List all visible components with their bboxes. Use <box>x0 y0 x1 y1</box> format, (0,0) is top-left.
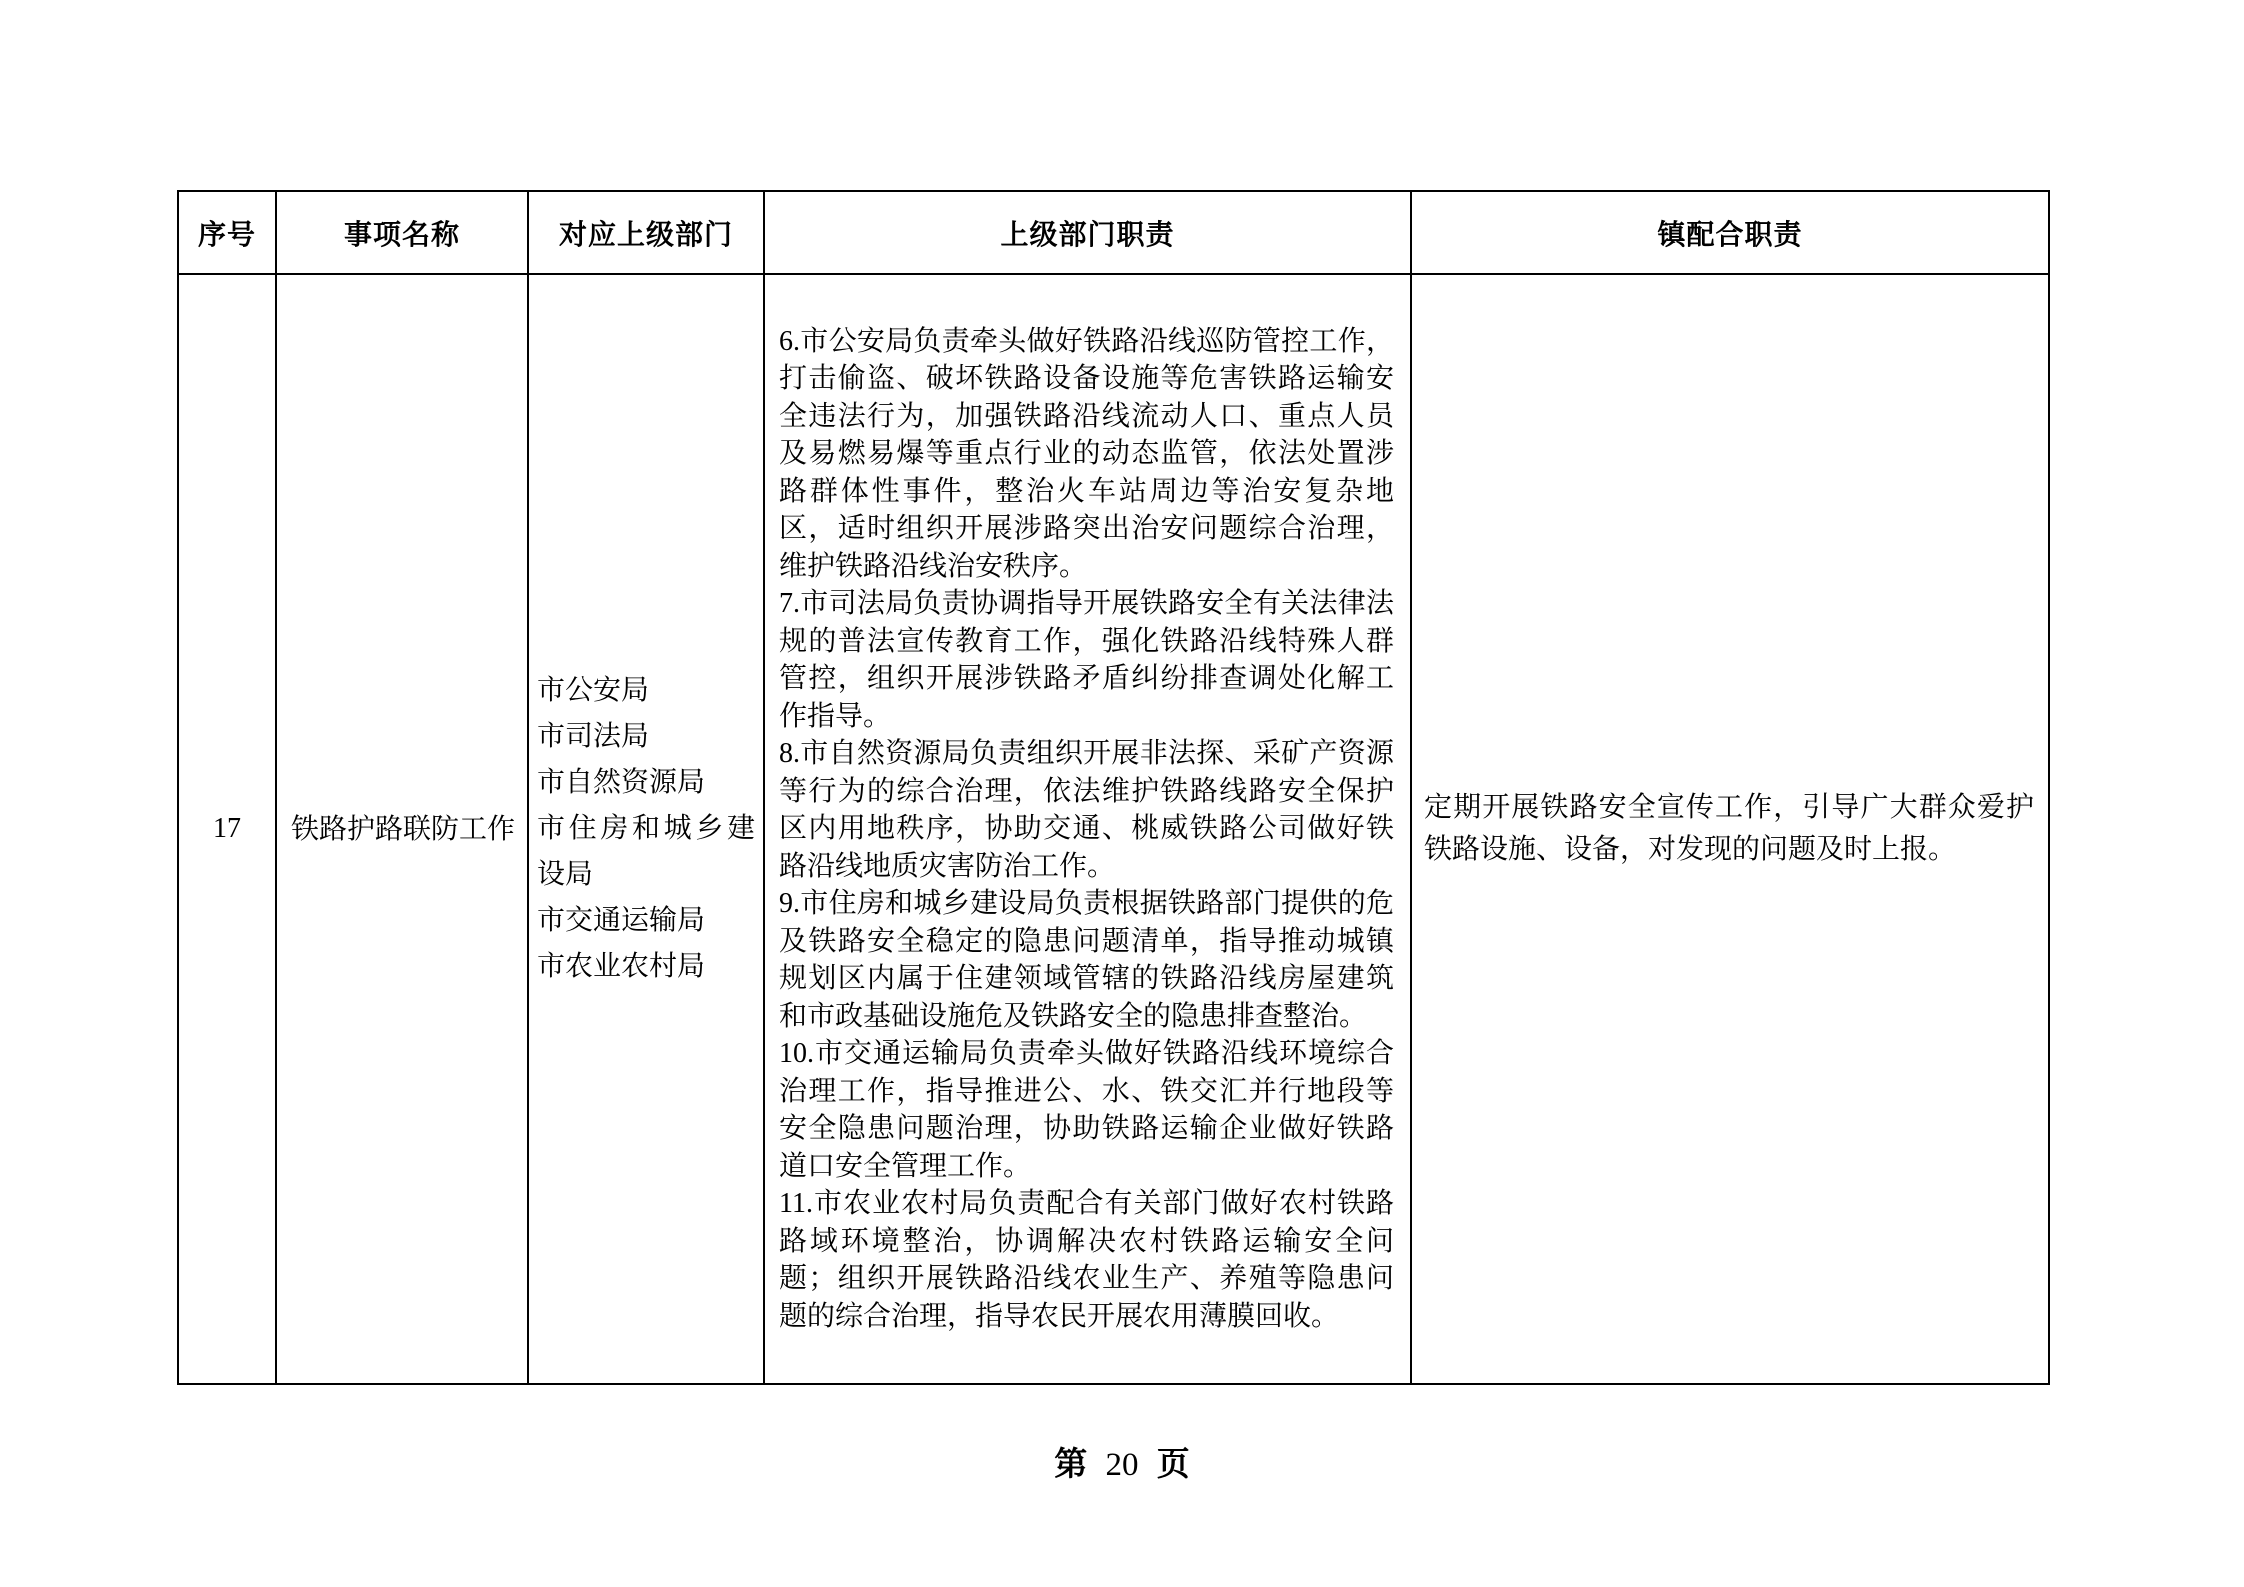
responsibility-table <box>177 190 2050 1385</box>
department-item: 市农业农村局 <box>537 951 706 982</box>
header-superior-duty: 上级部门职责 <box>764 191 1411 274</box>
table-header-row <box>178 191 2049 274</box>
header-superior-dept: 对应上级部门 <box>528 191 764 274</box>
duty-paragraph: 9.市住房和城乡建设局负责根据铁路部门提供的危及铁路安全稳定的隐患问题清单，指导推动城镇规划区内属于住建领域管辖的铁路沿线房屋建筑和市政基础设施危及铁路安全的隐患排查整治。 <box>779 888 1394 1032</box>
header-seq: 序号 <box>178 191 276 274</box>
row-item-name: 铁路护路联防工作 <box>276 274 528 1384</box>
page-footer <box>0 1438 2244 1485</box>
duty-paragraph: 6.市公安局负责牵头做好铁路沿线巡防管控工作，打击偷盗、破坏铁路设备设施等危害铁路运输安全违法行为，加强铁路沿线流动人口、重点人员及易燃易爆等重点行业的动态监管，依法处置涉路群体性事件，整治火车站周边等治安复杂地区，适时组织开展涉路突出治安问题综合治理，维护铁路沿线治安秩序。 <box>779 325 1394 582</box>
row-superior-duties <box>764 274 1411 1384</box>
footer-page-number: 20 <box>1105 1447 1139 1483</box>
header-item-name: 事项名称 <box>276 191 528 274</box>
row-town-duty: 定期开展铁路安全宣传工作，引导广大群众爱护铁路设施、设备，对发现的问题及时上报。 <box>1411 274 2049 1384</box>
footer-prefix: 第 <box>1054 1447 1088 1483</box>
duty-paragraph: 10.市交通运输局负责牵头做好铁路沿线环境综合治理工作，指导推进公、水、铁交汇并行地段等安全隐患问题治理，协助铁路运输企业做好铁路道口安全管理工作。 <box>779 1038 1394 1182</box>
row-departments <box>528 274 764 1384</box>
table-row <box>178 274 2049 1384</box>
department-item: 市公安局 <box>537 675 650 706</box>
footer-suffix: 页 <box>1156 1447 1190 1483</box>
department-item: 市住房和城乡建设局 <box>537 813 755 890</box>
row-seq: 17 <box>178 274 276 1384</box>
department-item: 市自然资源局 <box>537 767 706 798</box>
department-item: 市司法局 <box>537 721 650 752</box>
duty-paragraph: 7.市司法局负责协调指导开展铁路安全有关法律法规的普法宣传教育工作，强化铁路沿线特殊人群管控，组织开展涉铁路矛盾纠纷排查调处化解工作指导。 <box>779 588 1394 732</box>
duty-paragraph: 11.市农业农村局负责配合有关部门做好农村铁路路域环境整治，协调解决农村铁路运输安全问题；组织开展铁路沿线农业生产、养殖等隐患问题的综合治理，指导农民开展农用薄膜回收。 <box>779 1188 1394 1332</box>
duty-paragraph: 8.市自然资源局负责组织开展非法探、采矿产资源等行为的综合治理，依法维护铁路线路安全保护区内用地秩序，协助交通、桃威铁路公司做好铁路沿线地质灾害防治工作。 <box>779 738 1394 882</box>
header-town-duty: 镇配合职责 <box>1411 191 2049 274</box>
department-item: 市交通运输局 <box>537 905 706 936</box>
